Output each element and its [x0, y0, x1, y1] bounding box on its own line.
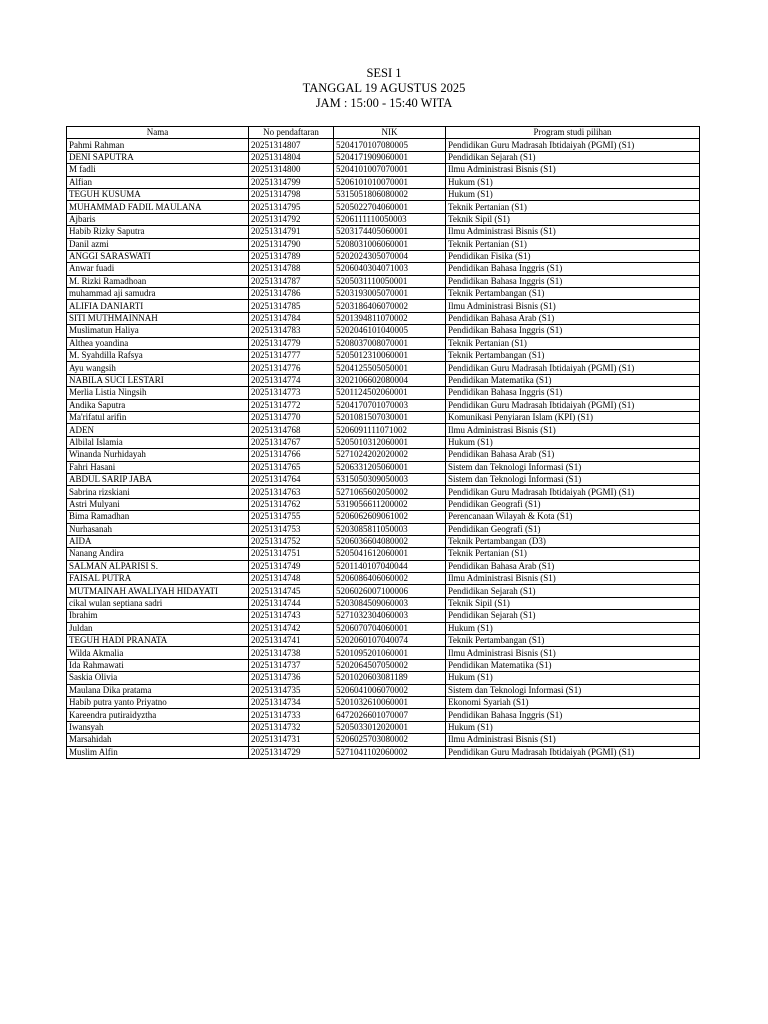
cell-program-studi: Teknik Pertambangan (S1) — [446, 635, 700, 647]
cell-nik: 5205012310060001 — [334, 350, 446, 362]
cell-nik: 5201140107040044 — [334, 560, 446, 572]
cell-nik: 5206062609061002 — [334, 511, 446, 523]
cell-nama: SITI MUTHMAINNAH — [67, 312, 249, 324]
cell-program-studi: Ilmu Administrasi Bisnis (S1) — [446, 647, 700, 659]
cell-nama: MUHAMMAD FADIL MAULANA — [67, 201, 249, 213]
cell-nama: Albilal Islamia — [67, 436, 249, 448]
cell-no-pendaftaran: 20251314743 — [249, 610, 334, 622]
table-row — [67, 523, 700, 535]
cell-nik: 5205022704060001 — [334, 201, 446, 213]
table-row — [67, 734, 700, 746]
cell-no-pendaftaran: 20251314799 — [249, 176, 334, 188]
session-title: SESI 1 — [366, 66, 402, 80]
cell-nama: ALIFIA DANIARTI — [67, 300, 249, 312]
cell-nik: 5271032304060003 — [334, 610, 446, 622]
cell-program-studi: Ilmu Administrasi Bisnis (S1) — [446, 734, 700, 746]
cell-nik: 5202060107040074 — [334, 635, 446, 647]
cell-no-pendaftaran: 20251314790 — [249, 238, 334, 250]
cell-nik: 5315050309050003 — [334, 473, 446, 485]
cell-nik: 5202024305070004 — [334, 250, 446, 262]
table-row — [67, 597, 700, 609]
table-row — [67, 535, 700, 547]
cell-nik: 5206101010070001 — [334, 176, 446, 188]
cell-no-pendaftaran: 20251314786 — [249, 288, 334, 300]
cell-no-pendaftaran: 20251314745 — [249, 585, 334, 597]
cell-program-studi: Teknik Pertambangan (S1) — [446, 288, 700, 300]
cell-nik: 5205041612060001 — [334, 548, 446, 560]
cell-no-pendaftaran: 20251314787 — [249, 275, 334, 287]
cell-nama: Astri Mulyani — [67, 498, 249, 510]
cell-nik: 5206025703080002 — [334, 734, 446, 746]
cell-program-studi: Teknik Pertanian (S1) — [446, 238, 700, 250]
cell-program-studi: Pendidikan Bahasa Inggris (S1) — [446, 387, 700, 399]
cell-program-studi: Teknik Pertanian (S1) — [446, 548, 700, 560]
cell-no-pendaftaran: 20251314741 — [249, 635, 334, 647]
cell-program-studi: Pendidikan Bahasa Inggris (S1) — [446, 325, 700, 337]
cell-nama: Muslimatun Haliya — [67, 325, 249, 337]
cell-no-pendaftaran: 20251314798 — [249, 188, 334, 200]
cell-nik: 3202106602080004 — [334, 374, 446, 386]
table-row — [67, 746, 700, 758]
cell-program-studi: Pendidikan Fisika (S1) — [446, 250, 700, 262]
cell-nik: 5205033012020001 — [334, 721, 446, 733]
table-row — [67, 709, 700, 721]
cell-no-pendaftaran: 20251314749 — [249, 560, 334, 572]
cell-nama: DENI SAPUTRA — [67, 151, 249, 163]
table-row — [67, 374, 700, 386]
cell-nik: 5206086406060002 — [334, 573, 446, 585]
table-row — [67, 226, 700, 238]
table-header — [67, 127, 700, 139]
table-row — [67, 635, 700, 647]
cell-nik: 5201124502060001 — [334, 387, 446, 399]
table-row — [67, 659, 700, 671]
cell-nama: M. Rizki Ramadhoan — [67, 275, 249, 287]
cell-nama: Nanang Andira — [67, 548, 249, 560]
cell-nama: Juldan — [67, 622, 249, 634]
table-row — [67, 647, 700, 659]
cell-no-pendaftaran: 20251314774 — [249, 374, 334, 386]
column-header-program-studi: Program studi pilihan — [446, 127, 700, 139]
cell-nik: 5206070704060001 — [334, 622, 446, 634]
cell-no-pendaftaran: 20251314733 — [249, 709, 334, 721]
cell-program-studi: Ilmu Administrasi Bisnis (S1) — [446, 164, 700, 176]
cell-nik: 5203084509060003 — [334, 597, 446, 609]
cell-nik: 5203174405060001 — [334, 226, 446, 238]
cell-program-studi: Pendidikan Bahasa Inggris (S1) — [446, 275, 700, 287]
cell-no-pendaftaran: 20251314765 — [249, 461, 334, 473]
cell-program-studi: Pendidikan Sejarah (S1) — [446, 151, 700, 163]
cell-nama: Ibrahim — [67, 610, 249, 622]
cell-no-pendaftaran: 20251314767 — [249, 436, 334, 448]
cell-nik: 5201394811070002 — [334, 312, 446, 324]
cell-no-pendaftaran: 20251314800 — [249, 164, 334, 176]
cell-nik: 5204170107080005 — [334, 139, 446, 151]
cell-program-studi: Sistem dan Teknologi Informasi (S1) — [446, 461, 700, 473]
cell-program-studi: Hukum (S1) — [446, 436, 700, 448]
cell-program-studi: Teknik Pertanian (S1) — [446, 337, 700, 349]
cell-nik: 5203186406070002 — [334, 300, 446, 312]
cell-no-pendaftaran: 20251314729 — [249, 746, 334, 758]
cell-nama: SALMAN ALPARISI S. — [67, 560, 249, 572]
table-row — [67, 350, 700, 362]
cell-nik: 5204125505050001 — [334, 362, 446, 374]
cell-program-studi: Hukum (S1) — [446, 672, 700, 684]
cell-no-pendaftaran: 20251314766 — [249, 449, 334, 461]
cell-no-pendaftaran: 20251314731 — [249, 734, 334, 746]
cell-no-pendaftaran: 20251314742 — [249, 622, 334, 634]
cell-no-pendaftaran: 20251314779 — [249, 337, 334, 349]
cell-no-pendaftaran: 20251314732 — [249, 721, 334, 733]
cell-no-pendaftaran: 20251314783 — [249, 325, 334, 337]
table-row — [67, 473, 700, 485]
cell-nik: 5201081507030001 — [334, 411, 446, 423]
cell-no-pendaftaran: 20251314792 — [249, 213, 334, 225]
cell-nama: muhammad aji samudra — [67, 288, 249, 300]
cell-nama: Fahri Hasani — [67, 461, 249, 473]
cell-program-studi: Pendidikan Matematika (S1) — [446, 374, 700, 386]
cell-no-pendaftaran: 20251314776 — [249, 362, 334, 374]
cell-program-studi: Komunikasi Penyiaran Islam (KPI) (S1) — [446, 411, 700, 423]
cell-nik: 5204170701070003 — [334, 399, 446, 411]
cell-nik: 5201020603081189 — [334, 672, 446, 684]
cell-no-pendaftaran: 20251314762 — [249, 498, 334, 510]
cell-no-pendaftaran: 20251314772 — [249, 399, 334, 411]
table-row — [67, 411, 700, 423]
table-row — [67, 461, 700, 473]
cell-nama: Maulana Dika pratama — [67, 684, 249, 696]
cell-nama: FAISAL PUTRA — [67, 573, 249, 585]
cell-program-studi: Ilmu Administrasi Bisnis (S1) — [446, 300, 700, 312]
cell-nik: 5206036604080002 — [334, 535, 446, 547]
cell-nama: TEGUH KUSUMA — [67, 188, 249, 200]
cell-nama: Ajbaris — [67, 213, 249, 225]
table-row — [67, 721, 700, 733]
table-row — [67, 164, 700, 176]
table-row — [67, 424, 700, 436]
table-row — [67, 275, 700, 287]
cell-no-pendaftaran: 20251314770 — [249, 411, 334, 423]
table-row — [67, 213, 700, 225]
cell-nama: Ayu wangsih — [67, 362, 249, 374]
table-row — [67, 288, 700, 300]
cell-nik: 5206111110050003 — [334, 213, 446, 225]
header-row — [67, 127, 700, 139]
cell-program-studi: Pendidikan Guru Madrasah Ibtidaiyah (PGMI) (S1) — [446, 139, 700, 151]
cell-nik: 5206041006070002 — [334, 684, 446, 696]
cell-nama: Marsahidah — [67, 734, 249, 746]
cell-program-studi: Teknik Sipil (S1) — [446, 213, 700, 225]
cell-nik: 5204101007070001 — [334, 164, 446, 176]
cell-nama: Nurhasanah — [67, 523, 249, 535]
column-header-nik: NIK — [334, 127, 446, 139]
cell-nik: 5315051806080002 — [334, 188, 446, 200]
cell-no-pendaftaran: 20251314773 — [249, 387, 334, 399]
cell-no-pendaftaran: 20251314768 — [249, 424, 334, 436]
cell-program-studi: Pendidikan Geografi (S1) — [446, 523, 700, 535]
cell-nama: Kareendra putiraidyztha — [67, 709, 249, 721]
table-row — [67, 250, 700, 262]
cell-program-studi: Pendidikan Bahasa Arab (S1) — [446, 560, 700, 572]
cell-nama: AIDA — [67, 535, 249, 547]
table-row — [67, 188, 700, 200]
cell-program-studi: Pendidikan Sejarah (S1) — [446, 585, 700, 597]
cell-nama: ABDUL SARIP JABA — [67, 473, 249, 485]
cell-program-studi: Hukum (S1) — [446, 188, 700, 200]
cell-program-studi: Sistem dan Teknologi Informasi (S1) — [446, 473, 700, 485]
cell-nik: 5204171909060001 — [334, 151, 446, 163]
cell-program-studi: Pendidikan Bahasa Arab (S1) — [446, 449, 700, 461]
cell-nik: 5208037008070001 — [334, 337, 446, 349]
cell-nama: Althea yoandina — [67, 337, 249, 349]
time-title: JAM : 15:00 - 15:40 WITA — [315, 96, 453, 110]
cell-nama: ADEN — [67, 424, 249, 436]
table-row — [67, 696, 700, 708]
document-header — [0, 66, 768, 111]
cell-nama: TEGUH HADI PRANATA — [67, 635, 249, 647]
cell-nama: M. Syahdilla Rafsya — [67, 350, 249, 362]
table-row — [67, 449, 700, 461]
cell-program-studi: Pendidikan Geografi (S1) — [446, 498, 700, 510]
cell-no-pendaftaran: 20251314764 — [249, 473, 334, 485]
cell-no-pendaftaran: 20251314795 — [249, 201, 334, 213]
cell-program-studi: Ilmu Administrasi Bisnis (S1) — [446, 424, 700, 436]
table-row — [67, 622, 700, 634]
cell-no-pendaftaran: 20251314748 — [249, 573, 334, 585]
cell-program-studi: Sistem dan Teknologi Informasi (S1) — [446, 684, 700, 696]
cell-nik: 5206026007100006 — [334, 585, 446, 597]
cell-no-pendaftaran: 20251314744 — [249, 597, 334, 609]
cell-nama: Muslim Alfin — [67, 746, 249, 758]
cell-program-studi: Pendidikan Bahasa Arab (S1) — [446, 312, 700, 324]
cell-program-studi: Teknik Pertambangan (S1) — [446, 350, 700, 362]
cell-no-pendaftaran: 20251314737 — [249, 659, 334, 671]
cell-nama: NABILA SUCI LESTARI — [67, 374, 249, 386]
cell-nama: Alfian — [67, 176, 249, 188]
participant-table — [66, 126, 700, 759]
cell-program-studi: Pendidikan Sejarah (S1) — [446, 610, 700, 622]
cell-nama: Habib Rizky Saputra — [67, 226, 249, 238]
cell-nama: Merlia Listia Ningsih — [67, 387, 249, 399]
cell-nama: Pahmi Rahman — [67, 139, 249, 151]
cell-program-studi: Hukum (S1) — [446, 721, 700, 733]
cell-no-pendaftaran: 20251314777 — [249, 350, 334, 362]
table-row — [67, 325, 700, 337]
table-row — [67, 486, 700, 498]
cell-program-studi: Pendidikan Guru Madrasah Ibtidaiyah (PGMI) (S1) — [446, 746, 700, 758]
cell-nik: 6472026601070007 — [334, 709, 446, 721]
cell-program-studi: Pendidikan Bahasa Inggris (S1) — [446, 709, 700, 721]
cell-nik: 5206091111071002 — [334, 424, 446, 436]
table-row — [67, 684, 700, 696]
cell-nama: Iwansyah — [67, 721, 249, 733]
cell-nik: 5205010312060001 — [334, 436, 446, 448]
table-row — [67, 399, 700, 411]
cell-program-studi: Hukum (S1) — [446, 176, 700, 188]
table-row — [67, 151, 700, 163]
cell-nama: Ma'rifatul arifin — [67, 411, 249, 423]
cell-no-pendaftaran: 20251314763 — [249, 486, 334, 498]
table-row — [67, 498, 700, 510]
cell-nama: cikal wulan septiana sadri — [67, 597, 249, 609]
cell-nik: 5203193005070001 — [334, 288, 446, 300]
cell-nik: 5319056611200002 — [334, 498, 446, 510]
cell-program-studi: Ekonomi Syariah (S1) — [446, 696, 700, 708]
cell-nik: 5201095201060001 — [334, 647, 446, 659]
table-row — [67, 362, 700, 374]
cell-no-pendaftaran: 20251314735 — [249, 684, 334, 696]
cell-nik: 5206040304071003 — [334, 263, 446, 275]
column-header-no-pendaftaran: No pendaftaran — [249, 127, 334, 139]
cell-nama: Saskia Olivia — [67, 672, 249, 684]
cell-no-pendaftaran: 20251314752 — [249, 535, 334, 547]
cell-nik: 5202064507050002 — [334, 659, 446, 671]
table-row — [67, 387, 700, 399]
cell-program-studi: Pendidikan Matematika (S1) — [446, 659, 700, 671]
cell-nik: 5271024202020002 — [334, 449, 446, 461]
table-row — [67, 312, 700, 324]
cell-nik: 5203085811050003 — [334, 523, 446, 535]
cell-program-studi: Hukum (S1) — [446, 622, 700, 634]
cell-no-pendaftaran: 20251314738 — [249, 647, 334, 659]
cell-program-studi: Perencanaan Wilayah & Kota (S1) — [446, 511, 700, 523]
cell-program-studi: Teknik Pertanian (S1) — [446, 201, 700, 213]
cell-nik: 5205031110050001 — [334, 275, 446, 287]
cell-nama: Anwar fuadi — [67, 263, 249, 275]
cell-no-pendaftaran: 20251314807 — [249, 139, 334, 151]
table-row — [67, 201, 700, 213]
table-row — [67, 585, 700, 597]
cell-nama: Andika Saputra — [67, 399, 249, 411]
cell-nik: 5271065602050002 — [334, 486, 446, 498]
cell-nama: Habib putra yanto Priyatno — [67, 696, 249, 708]
cell-no-pendaftaran: 20251314753 — [249, 523, 334, 535]
cell-no-pendaftaran: 20251314788 — [249, 263, 334, 275]
column-header-nama: Nama — [67, 127, 249, 139]
table-row — [67, 300, 700, 312]
cell-nik: 5202046101040005 — [334, 325, 446, 337]
cell-nik: 5271041102060002 — [334, 746, 446, 758]
cell-nik: 5208031006060001 — [334, 238, 446, 250]
table-row — [67, 176, 700, 188]
table-row — [67, 548, 700, 560]
table-row — [67, 337, 700, 349]
cell-program-studi: Teknik Sipil (S1) — [446, 597, 700, 609]
table-row — [67, 672, 700, 684]
table-row — [67, 238, 700, 250]
cell-nama: Sabrina rizskiani — [67, 486, 249, 498]
cell-nama: Wilda Akmalia — [67, 647, 249, 659]
cell-program-studi: Pendidikan Guru Madrasah Ibtidaiyah (PGMI) (S1) — [446, 399, 700, 411]
cell-no-pendaftaran: 20251314789 — [249, 250, 334, 262]
cell-nik: 5206331205060001 — [334, 461, 446, 473]
cell-no-pendaftaran: 20251314784 — [249, 312, 334, 324]
cell-no-pendaftaran: 20251314734 — [249, 696, 334, 708]
cell-no-pendaftaran: 20251314804 — [249, 151, 334, 163]
cell-nama: Ida Rahmawati — [67, 659, 249, 671]
date-title: TANGGAL 19 AGUSTUS 2025 — [302, 81, 466, 95]
cell-program-studi: Pendidikan Bahasa Inggris (S1) — [446, 263, 700, 275]
table-body — [67, 139, 700, 759]
table-row — [67, 511, 700, 523]
cell-nik: 5201032610060001 — [334, 696, 446, 708]
cell-nama: ANGGI SARASWATI — [67, 250, 249, 262]
cell-nama: Winanda Nurhidayah — [67, 449, 249, 461]
cell-no-pendaftaran: 20251314736 — [249, 672, 334, 684]
table-row — [67, 573, 700, 585]
cell-program-studi: Pendidikan Guru Madrasah Ibtidaiyah (PGMI) (S1) — [446, 486, 700, 498]
cell-program-studi: Pendidikan Guru Madrasah Ibtidaiyah (PGMI) (S1) — [446, 362, 700, 374]
cell-nama: Bima Ramadhan — [67, 511, 249, 523]
cell-no-pendaftaran: 20251314785 — [249, 300, 334, 312]
cell-program-studi: Ilmu Administrasi Bisnis (S1) — [446, 573, 700, 585]
cell-no-pendaftaran: 20251314791 — [249, 226, 334, 238]
cell-program-studi: Teknik Pertambangan (D3) — [446, 535, 700, 547]
table-row — [67, 610, 700, 622]
table-row — [67, 139, 700, 151]
cell-nama: Danil azmi — [67, 238, 249, 250]
cell-no-pendaftaran: 20251314751 — [249, 548, 334, 560]
cell-nama: MUTMAINAH AWALIYAH HIDAYATI — [67, 585, 249, 597]
cell-program-studi: Ilmu Administrasi Bisnis (S1) — [446, 226, 700, 238]
table-row — [67, 263, 700, 275]
cell-nama: M fadli — [67, 164, 249, 176]
table-row — [67, 436, 700, 448]
cell-no-pendaftaran: 20251314755 — [249, 511, 334, 523]
table-row — [67, 560, 700, 572]
